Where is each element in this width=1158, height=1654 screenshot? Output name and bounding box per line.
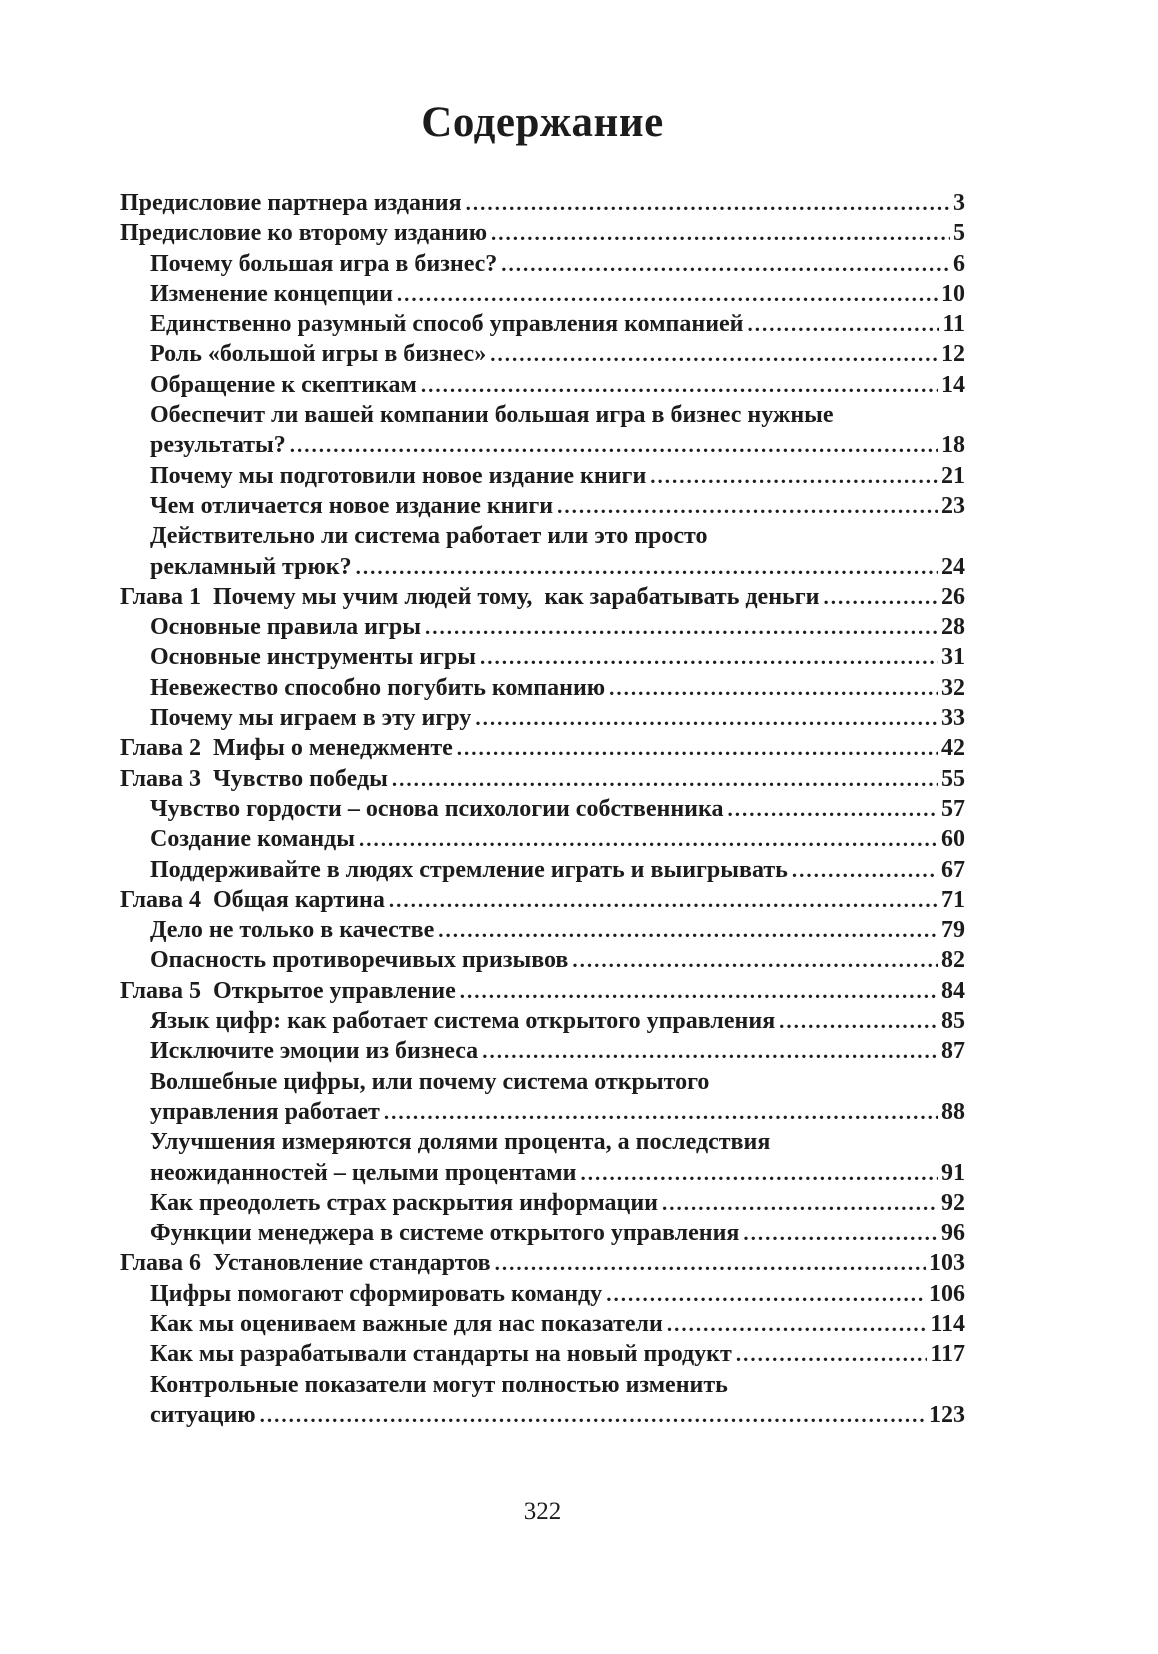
toc-row: [120, 430, 965, 460]
toc-row: [120, 1370, 965, 1400]
toc-page-number: 6: [953, 250, 965, 277]
toc-row: [120, 764, 965, 794]
dot-leader: [290, 430, 938, 460]
dot-leader: [650, 461, 938, 491]
dot-leader: [748, 309, 940, 339]
toc-entry-text: Изменение концепции: [150, 280, 393, 307]
dot-leader: [727, 794, 938, 824]
toc-entry-text: Глава 2 Мифы о менеджменте: [120, 735, 453, 762]
dot-leader: [421, 370, 938, 400]
toc-entry-text: Как мы разрабатывали стандарты на новый продукт: [150, 1341, 732, 1368]
footer-page-number: 322: [523, 1498, 562, 1525]
dot-leader: [457, 733, 938, 763]
toc-row: [120, 673, 965, 703]
toc-row: [120, 1127, 965, 1157]
toc-page-number: 21: [941, 462, 965, 489]
toc-entry-text: Как преодолеть страх раскрытия информации: [150, 1189, 658, 1216]
toc-entry-text: Чем отличается новое издание книги: [150, 492, 554, 519]
toc-entry-text: Действительно ли система работает или это просто: [150, 523, 708, 550]
toc-row: [120, 339, 965, 369]
dot-leader: [490, 339, 938, 369]
dot-leader: [491, 218, 950, 248]
toc-page-number: 79: [941, 917, 965, 944]
dot-leader: [397, 279, 938, 309]
toc-page-number: 85: [941, 1008, 965, 1035]
toc-entry-text: Опасность противоречивых призывов: [150, 947, 569, 974]
toc-page-number: 33: [941, 705, 965, 732]
dot-leader: [580, 1158, 938, 1188]
toc-entry-text: Почему большая игра в бизнес?: [150, 250, 498, 277]
toc-row: [120, 521, 965, 551]
dot-leader: [359, 824, 938, 854]
toc-page-number: 5: [953, 220, 965, 247]
toc-page-number: 123: [929, 1401, 965, 1428]
toc-page-number: 42: [941, 735, 965, 762]
document-page: [120, 100, 965, 1430]
dot-leader: [425, 612, 938, 642]
toc-page-number: 88: [941, 1098, 965, 1125]
toc-entry-text: Функции менеджера в системе открытого управления: [150, 1220, 740, 1247]
toc-entry-text: Единственно разумный способ управления компанией: [150, 311, 744, 338]
toc-row: [120, 1067, 965, 1097]
toc-row: [120, 642, 965, 672]
dot-leader: [667, 1309, 928, 1339]
dot-leader: [356, 552, 938, 582]
toc-page-number: 57: [941, 795, 965, 822]
toc-entry-text: Почему мы подготовили новое издание книги: [150, 462, 647, 489]
toc-entry-text: Роль «большой игры в бизнес»: [150, 341, 487, 368]
toc-row: [120, 1188, 965, 1218]
toc-page-number: 91: [941, 1159, 965, 1186]
toc-row: [120, 1006, 965, 1036]
toc-page-number: 55: [941, 765, 965, 792]
toc-entry-text: Обеспечит ли вашей компании большая игра в бизнес нужные: [150, 402, 834, 429]
toc-entry-text: Почему мы играем в эту игру: [150, 705, 472, 732]
toc-entry-text: Основные инструменты игры: [150, 644, 477, 671]
dot-leader: [606, 1279, 926, 1309]
toc-entry-text: Предисловие ко второму изданию: [120, 220, 488, 247]
toc-entry-text: Обращение к скептикам: [150, 371, 417, 398]
toc-entry-text: Цифры помогают сформировать команду: [150, 1280, 603, 1307]
toc-entry-text: Волшебные цифры, или почему система открытого: [150, 1068, 710, 1095]
toc-entry-text: Как мы оцениваем важные для нас показатели: [150, 1310, 663, 1337]
dot-leader: [823, 582, 938, 612]
dot-leader: [572, 945, 938, 975]
toc-page-number: 117: [930, 1341, 965, 1368]
toc-entry-text: Невежество способно погубить компанию: [150, 674, 606, 701]
toc-row: [120, 1339, 965, 1369]
toc-row: [120, 461, 965, 491]
toc-page-number: 92: [941, 1189, 965, 1216]
toc-row: [120, 1279, 965, 1309]
toc-row: [120, 1400, 965, 1430]
dot-leader: [389, 885, 938, 915]
dot-leader: [609, 673, 938, 703]
toc-page-number: 71: [941, 886, 965, 913]
toc-row: [120, 1158, 965, 1188]
toc-page-number: 3: [953, 190, 965, 216]
toc-entry-text: Глава 6 Установление стандартов: [120, 1250, 491, 1277]
dot-leader: [557, 491, 938, 521]
toc-entry-text: ситуацию: [150, 1401, 256, 1428]
toc-row: [120, 249, 965, 279]
dot-leader: [792, 855, 938, 885]
toc-entry-text: Создание команды: [150, 826, 355, 853]
dot-leader: [260, 1400, 926, 1430]
toc-entry-text: рекламный трюк?: [150, 553, 352, 580]
toc-row: [120, 794, 965, 824]
dot-leader: [662, 1188, 938, 1218]
toc-entry-text: Глава 5 Открытое управление: [120, 977, 456, 1004]
toc-row: [120, 855, 965, 885]
toc-row: [120, 824, 965, 854]
toc-entry-text: Поддерживайте в людях стремление играть и выигрывать: [150, 856, 788, 883]
toc-row: [120, 279, 965, 309]
dot-leader: [480, 642, 938, 672]
toc-row: [120, 703, 965, 733]
toc-page-number: 10: [941, 280, 965, 307]
toc-page-number: 32: [941, 674, 965, 701]
toc-row: [120, 1097, 965, 1127]
dot-leader: [466, 188, 950, 218]
toc-entry-text: Глава 3 Чувство победы: [120, 765, 388, 792]
toc-row: [120, 400, 965, 430]
dot-leader: [501, 249, 950, 279]
toc-page-number: 18: [941, 432, 965, 459]
toc-row: [120, 1218, 965, 1248]
dot-leader: [384, 1097, 938, 1127]
dot-leader: [743, 1218, 938, 1248]
toc-page-number: 67: [941, 856, 965, 883]
toc-entry-text: Чувство гордости – основа психологии собственника: [150, 795, 724, 822]
toc-entry-text: Контрольные показатели могут полностью изменить: [150, 1371, 728, 1398]
toc-row: [120, 945, 965, 975]
toc-page-number: 96: [941, 1220, 965, 1247]
toc-entry-text: Глава 1 Почему мы учим людей тому, как зарабатывать деньги: [120, 583, 820, 610]
toc-page-number: 23: [941, 492, 965, 519]
toc-entry-text: Глава 4 Общая картина: [120, 886, 385, 913]
dot-leader: [779, 1006, 938, 1036]
toc-list: [120, 188, 965, 1430]
toc-page-number: 31: [941, 644, 965, 671]
toc-row: [120, 491, 965, 521]
toc-entry-text: Основные правила игры: [150, 614, 421, 641]
toc-entry-text: Дело не только в качестве: [150, 917, 435, 944]
toc-row: [120, 1248, 965, 1278]
dot-leader: [482, 1036, 938, 1066]
dot-leader: [495, 1248, 926, 1278]
dot-leader: [736, 1339, 928, 1369]
toc-page-number: 24: [941, 553, 965, 580]
toc-page-number: 106: [929, 1280, 965, 1307]
toc-page-number: 84: [941, 977, 965, 1004]
page-title: Содержание: [421, 99, 664, 146]
toc-entry-text: неожиданностей – целыми процентами: [150, 1159, 577, 1186]
toc-entry-text: Язык цифр: как работает система открытого управления: [150, 1008, 776, 1035]
toc-page-number: 103: [929, 1250, 965, 1277]
toc-row: [120, 976, 965, 1006]
toc-page-number: 114: [930, 1310, 965, 1337]
toc-row: [120, 885, 965, 915]
toc-page-number: 87: [941, 1038, 965, 1065]
toc-entry-text: Улучшения измеряются долями процента, а последствия: [150, 1129, 771, 1156]
toc-page-number: 28: [941, 614, 965, 641]
toc-row: [120, 552, 965, 582]
toc-row: [120, 309, 965, 339]
toc-page-number: 14: [941, 371, 965, 398]
toc-entry-text: результаты?: [150, 432, 286, 459]
toc-row: [120, 915, 965, 945]
toc-page-number: 26: [941, 583, 965, 610]
toc-row: [120, 218, 965, 248]
dot-leader: [392, 764, 938, 794]
toc-row: [120, 733, 965, 763]
toc-page-number: 11: [942, 311, 965, 338]
toc-page-number: 60: [941, 826, 965, 853]
toc-entry-text: Исключите эмоции из бизнеса: [150, 1038, 479, 1065]
toc-row: [120, 1309, 965, 1339]
toc-row: [120, 188, 965, 218]
toc-row: [120, 1036, 965, 1066]
toc-row: [120, 370, 965, 400]
toc-entry-text: управления работает: [150, 1098, 380, 1125]
toc-entry-text: Предисловие партнера издания: [120, 190, 462, 216]
toc-row: [120, 612, 965, 642]
dot-leader: [475, 703, 938, 733]
toc-row: [120, 582, 965, 612]
toc-page-number: 12: [941, 341, 965, 368]
dot-leader: [460, 976, 938, 1006]
toc-page-number: 82: [941, 947, 965, 974]
dot-leader: [438, 915, 938, 945]
